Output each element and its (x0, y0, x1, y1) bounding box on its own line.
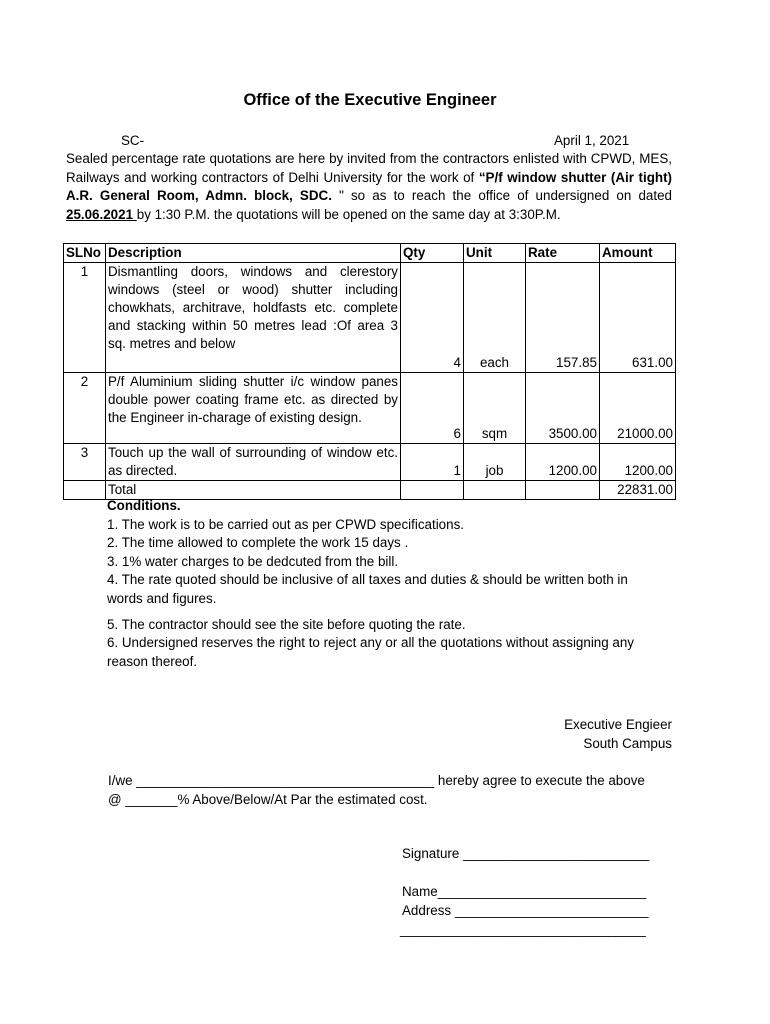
row-rate: 1200.00 (526, 444, 600, 481)
row-qty: 1 (401, 444, 464, 481)
table-row (64, 263, 676, 373)
condition-item: 2. The time allowed to complete the work 15 days . (107, 535, 409, 551)
row-amount: 631.00 (600, 263, 676, 373)
header-amount: Amount (600, 244, 676, 263)
condition-item: 4. The rate quoted should be inclusive of all taxes and duties & should be written both in words and figures. (107, 572, 628, 606)
intro-text-3: by 1:30 P.M. the quotations will be opened on the same day at 3:30P.M. (136, 206, 561, 222)
condition-item: 3. 1% water charges to be dedcuted from the bill. (107, 553, 399, 569)
table-row (64, 444, 676, 481)
due-date: 25.06.2021 (66, 206, 137, 222)
reference-number: SC- (121, 133, 145, 148)
agreement-block (108, 771, 672, 809)
address-continuation-line: _________________________________ (400, 922, 646, 937)
signatory-designation: Executive Engieer (564, 717, 672, 732)
row-amount: 1200.00 (600, 444, 676, 481)
row-unit: sqm (464, 373, 526, 444)
table-header-row (64, 244, 676, 263)
signature-field: Signature _________________________ (402, 846, 650, 861)
condition-item: 1. The work is to be carried out as per CPWD specifications. (107, 516, 464, 532)
table-row (64, 373, 676, 444)
total-label: Total (106, 481, 401, 500)
notice-date: April 1, 2021 (554, 133, 630, 148)
row-rate: 3500.00 (526, 373, 600, 444)
row-slno: 1 (64, 263, 106, 373)
agreement-line-1: I/we ________________________________________ hereby agree to execute the above (108, 773, 645, 788)
row-qty: 6 (401, 373, 464, 444)
row-amount: 21000.00 (600, 373, 676, 444)
intro-paragraph (66, 150, 672, 224)
condition-item: 5. The contractor should see the site before quoting the rate. (107, 616, 466, 632)
row-slno: 2 (64, 373, 106, 444)
row-description: P/f Aluminium sliding shutter i/c window panes double power coating frame etc. as directed by the Engineer in-charage of existing design. (106, 373, 401, 444)
row-description: Dismantling doors, windows and clerestory windows (steel or wood) shutter including chowkhats, architrave, holdfasts etc. complete and stacking within 50 metres lead :Of area 3 sq. metres and below (106, 263, 401, 373)
row-slno: 3 (64, 444, 106, 481)
address-field: Address __________________________ (402, 903, 649, 918)
agreement-line-2: @ _______% Above/Below/At Par the estimated cost. (108, 792, 428, 807)
row-rate: 157.85 (526, 263, 600, 373)
name-field: Name____________________________ (402, 884, 647, 899)
condition-item: 6. Undersigned reserves the right to reject any or all the quotations without assigning any reason thereof. (107, 635, 635, 669)
header-qty: Qty (401, 244, 464, 263)
row-description: Touch up the wall of surrounding of window etc. as directed. (106, 444, 401, 481)
intro-text-1: Sealed percentage rate quotations are here by invited from the contractors enlisted with CPWD, MES, Railways and working contractors of Delhi University for the work of (66, 151, 672, 185)
header-slno: SLNo (64, 244, 106, 263)
total-amount: 22831.00 (600, 481, 676, 500)
conditions-heading: Conditions. (107, 498, 181, 513)
row-qty: 4 (401, 263, 464, 373)
page-title: Office of the Executive Engineer (243, 91, 497, 109)
signatory-block (0, 715, 672, 753)
quotation-table (63, 243, 676, 500)
row-unit: each (464, 263, 526, 373)
row-unit: job (464, 444, 526, 481)
conditions-section (107, 497, 667, 671)
intro-text-2: " so as to reach the office of undersigned on dated (331, 188, 672, 203)
header-rate: Rate (526, 244, 600, 263)
header-unit: Unit (464, 244, 526, 263)
header-description: Description (106, 244, 401, 263)
signatory-office: South Campus (583, 736, 672, 751)
work-name: “P/f window shutter (Air tight) A.R. General Room, Admn. block, SDC. (66, 169, 672, 203)
